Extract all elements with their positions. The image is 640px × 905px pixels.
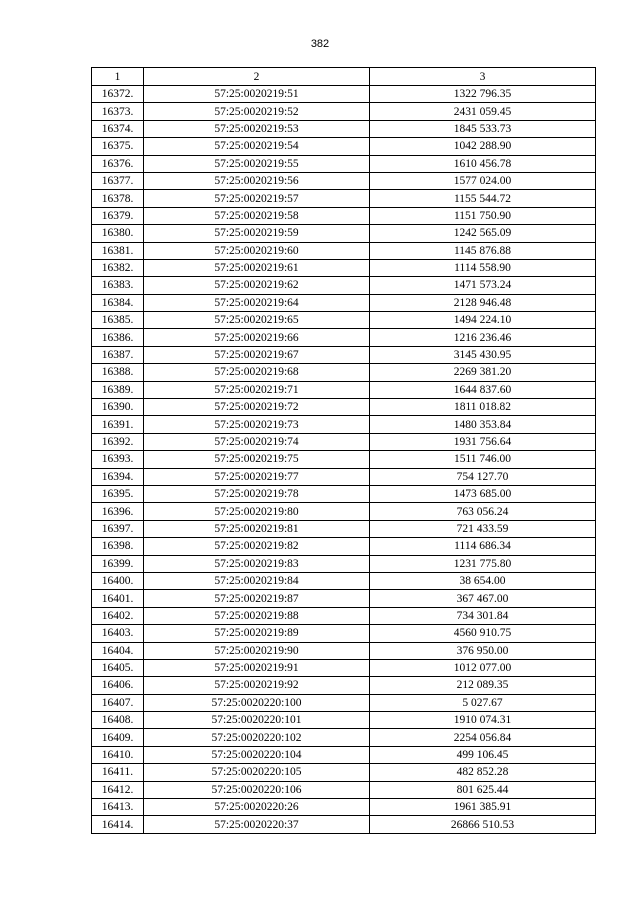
- cadastral-number-cell: 57:25:0020219:78: [144, 485, 370, 502]
- cadastral-number-cell: 57:25:0020219:67: [144, 346, 370, 363]
- cadastral-number-cell: 57:25:0020220:100: [144, 694, 370, 711]
- table-row: [92, 259, 596, 276]
- value-cell: 38 654.00: [370, 572, 596, 589]
- cadastral-number-cell: 57:25:0020219:72: [144, 399, 370, 416]
- cadastral-number-cell: 57:25:0020219:66: [144, 329, 370, 346]
- value-cell: 1231 775.80: [370, 555, 596, 572]
- table-row: [92, 799, 596, 816]
- row-number-cell: 16386.: [92, 329, 144, 346]
- value-cell: 734 301.84: [370, 607, 596, 624]
- value-cell: 1931 756.64: [370, 433, 596, 450]
- cadastral-number-cell: 57:25:0020220:105: [144, 764, 370, 781]
- table-row: [92, 346, 596, 363]
- value-cell: 763 056.24: [370, 503, 596, 520]
- row-number-cell: 16411.: [92, 764, 144, 781]
- cadastral-number-cell: 57:25:0020220:37: [144, 816, 370, 833]
- cadastral-number-cell: 57:25:0020219:89: [144, 625, 370, 642]
- table-row: [92, 225, 596, 242]
- cadastral-number-cell: 57:25:0020219:61: [144, 259, 370, 276]
- cadastral-number-cell: 57:25:0020219:55: [144, 155, 370, 172]
- value-cell: 1012 077.00: [370, 659, 596, 676]
- row-number-cell: 16409.: [92, 729, 144, 746]
- value-cell: 4560 910.75: [370, 625, 596, 642]
- cadastral-number-cell: 57:25:0020219:56: [144, 172, 370, 189]
- row-number-cell: 16405.: [92, 659, 144, 676]
- value-cell: 1042 288.90: [370, 138, 596, 155]
- value-cell: 499 106.45: [370, 746, 596, 763]
- cadastral-number-cell: 57:25:0020219:88: [144, 607, 370, 624]
- row-number-cell: 16391.: [92, 416, 144, 433]
- row-number-cell: 16401.: [92, 590, 144, 607]
- value-cell: 1242 565.09: [370, 225, 596, 242]
- table-row: [92, 138, 596, 155]
- value-cell: 1610 456.78: [370, 155, 596, 172]
- column-header-1: 1: [92, 68, 144, 86]
- row-number-cell: 16373.: [92, 103, 144, 120]
- table-row: [92, 485, 596, 502]
- cadastral-number-cell: 57:25:0020219:92: [144, 677, 370, 694]
- table-row: [92, 746, 596, 763]
- table-row: [92, 677, 596, 694]
- table-row: [92, 242, 596, 259]
- row-number-cell: 16393.: [92, 451, 144, 468]
- cadastral-number-cell: 57:25:0020219:52: [144, 103, 370, 120]
- cadastral-number-cell: 57:25:0020219:81: [144, 520, 370, 537]
- row-number-cell: 16396.: [92, 503, 144, 520]
- table-row: [92, 625, 596, 642]
- page-number: 382: [310, 38, 330, 50]
- table-row: [92, 364, 596, 381]
- row-number-cell: 16376.: [92, 155, 144, 172]
- table-row: [92, 781, 596, 798]
- cadastral-number-cell: 57:25:0020219:62: [144, 277, 370, 294]
- cadastral-number-cell: 57:25:0020219:83: [144, 555, 370, 572]
- value-cell: 212 089.35: [370, 677, 596, 694]
- column-header-3: 3: [370, 68, 596, 86]
- cadastral-number-cell: 57:25:0020219:77: [144, 468, 370, 485]
- value-cell: 1145 876.88: [370, 242, 596, 259]
- column-header-2: 2: [144, 68, 370, 86]
- row-number-cell: 16385.: [92, 312, 144, 329]
- table-row: [92, 416, 596, 433]
- cadastral-number-cell: 57:25:0020220:104: [144, 746, 370, 763]
- row-number-cell: 16408.: [92, 712, 144, 729]
- row-number-cell: 16398.: [92, 538, 144, 555]
- value-cell: 1577 024.00: [370, 172, 596, 189]
- table-row: [92, 642, 596, 659]
- row-number-cell: 16400.: [92, 572, 144, 589]
- row-number-cell: 16390.: [92, 399, 144, 416]
- cadastral-number-cell: 57:25:0020219:87: [144, 590, 370, 607]
- cadastral-number-cell: 57:25:0020220:101: [144, 712, 370, 729]
- value-cell: 1811 018.82: [370, 399, 596, 416]
- table-row: [92, 190, 596, 207]
- table-header-row: [92, 68, 596, 86]
- row-number-cell: 16406.: [92, 677, 144, 694]
- row-number-cell: 16387.: [92, 346, 144, 363]
- table-row: [92, 277, 596, 294]
- table-row: [92, 555, 596, 572]
- table-body: [92, 86, 596, 834]
- row-number-cell: 16372.: [92, 86, 144, 103]
- value-cell: 1511 746.00: [370, 451, 596, 468]
- value-cell: 1910 074.31: [370, 712, 596, 729]
- cadastral-number-cell: 57:25:0020219:60: [144, 242, 370, 259]
- value-cell: 1114 558.90: [370, 259, 596, 276]
- table-row: [92, 607, 596, 624]
- value-cell: 3145 430.95: [370, 346, 596, 363]
- value-cell: 801 625.44: [370, 781, 596, 798]
- cadastral-number-cell: 57:25:0020219:80: [144, 503, 370, 520]
- value-cell: 1114 686.34: [370, 538, 596, 555]
- cadastral-number-cell: 57:25:0020219:71: [144, 381, 370, 398]
- cadastral-number-cell: 57:25:0020220:26: [144, 799, 370, 816]
- cadastral-number-cell: 57:25:0020219:65: [144, 312, 370, 329]
- cadastral-number-cell: 57:25:0020219:75: [144, 451, 370, 468]
- value-cell: 1494 224.10: [370, 312, 596, 329]
- cadastral-number-cell: 57:25:0020219:90: [144, 642, 370, 659]
- row-number-cell: 16389.: [92, 381, 144, 398]
- value-cell: 1216 236.46: [370, 329, 596, 346]
- row-number-cell: 16404.: [92, 642, 144, 659]
- table-row: [92, 381, 596, 398]
- table-row: [92, 712, 596, 729]
- value-cell: 1322 796.35: [370, 86, 596, 103]
- row-number-cell: 16392.: [92, 433, 144, 450]
- table-row: [92, 103, 596, 120]
- table-row: [92, 399, 596, 416]
- row-number-cell: 16375.: [92, 138, 144, 155]
- row-number-cell: 16397.: [92, 520, 144, 537]
- row-number-cell: 16395.: [92, 485, 144, 502]
- row-number-cell: 16377.: [92, 172, 144, 189]
- value-cell: 1644 837.60: [370, 381, 596, 398]
- cadastral-number-cell: 57:25:0020219:54: [144, 138, 370, 155]
- value-cell: 376 950.00: [370, 642, 596, 659]
- table-row: [92, 468, 596, 485]
- table-row: [92, 520, 596, 537]
- value-cell: 2269 381.20: [370, 364, 596, 381]
- table-row: [92, 120, 596, 137]
- cadastral-number-cell: 57:25:0020220:102: [144, 729, 370, 746]
- row-number-cell: 16388.: [92, 364, 144, 381]
- row-number-cell: 16384.: [92, 294, 144, 311]
- table-row: [92, 503, 596, 520]
- cadastral-number-cell: 57:25:0020219:59: [144, 225, 370, 242]
- cadastral-value-table: [91, 67, 596, 834]
- row-number-cell: 16374.: [92, 120, 144, 137]
- value-cell: 2128 946.48: [370, 294, 596, 311]
- row-number-cell: 16407.: [92, 694, 144, 711]
- cadastral-number-cell: 57:25:0020219:68: [144, 364, 370, 381]
- table-row: [92, 294, 596, 311]
- table-row: [92, 694, 596, 711]
- table-row: [92, 538, 596, 555]
- cadastral-number-cell: 57:25:0020219:82: [144, 538, 370, 555]
- value-cell: 721 433.59: [370, 520, 596, 537]
- cadastral-number-cell: 57:25:0020219:57: [144, 190, 370, 207]
- table-row: [92, 659, 596, 676]
- cadastral-number-cell: 57:25:0020219:53: [144, 120, 370, 137]
- cadastral-number-cell: 57:25:0020219:73: [144, 416, 370, 433]
- value-cell: 482 852.28: [370, 764, 596, 781]
- value-cell: 1151 750.90: [370, 207, 596, 224]
- cadastral-number-cell: 57:25:0020219:91: [144, 659, 370, 676]
- value-cell: 367 467.00: [370, 590, 596, 607]
- cadastral-number-cell: 57:25:0020219:58: [144, 207, 370, 224]
- row-number-cell: 16381.: [92, 242, 144, 259]
- row-number-cell: 16378.: [92, 190, 144, 207]
- value-cell: 1473 685.00: [370, 485, 596, 502]
- row-number-cell: 16383.: [92, 277, 144, 294]
- value-cell: 2431 059.45: [370, 103, 596, 120]
- value-cell: 5 027.67: [370, 694, 596, 711]
- cadastral-number-cell: 57:25:0020220:106: [144, 781, 370, 798]
- value-cell: 1471 573.24: [370, 277, 596, 294]
- row-number-cell: 16403.: [92, 625, 144, 642]
- table-row: [92, 433, 596, 450]
- value-cell: 1961 385.91: [370, 799, 596, 816]
- value-cell: 2254 056.84: [370, 729, 596, 746]
- table-row: [92, 155, 596, 172]
- cadastral-number-cell: 57:25:0020219:51: [144, 86, 370, 103]
- row-number-cell: 16399.: [92, 555, 144, 572]
- cadastral-number-cell: 57:25:0020219:74: [144, 433, 370, 450]
- value-cell: 754 127.70: [370, 468, 596, 485]
- table-row: [92, 590, 596, 607]
- row-number-cell: 16414.: [92, 816, 144, 833]
- cadastral-number-cell: 57:25:0020219:84: [144, 572, 370, 589]
- table-row: [92, 451, 596, 468]
- table-row: [92, 86, 596, 103]
- table-row: [92, 207, 596, 224]
- table-row: [92, 729, 596, 746]
- table-row: [92, 329, 596, 346]
- row-number-cell: 16394.: [92, 468, 144, 485]
- row-number-cell: 16412.: [92, 781, 144, 798]
- row-number-cell: 16380.: [92, 225, 144, 242]
- value-cell: 1155 544.72: [370, 190, 596, 207]
- table-row: [92, 572, 596, 589]
- row-number-cell: 16413.: [92, 799, 144, 816]
- table-row: [92, 764, 596, 781]
- row-number-cell: 16382.: [92, 259, 144, 276]
- table-row: [92, 172, 596, 189]
- table-row: [92, 312, 596, 329]
- value-cell: 26866 510.53: [370, 816, 596, 833]
- value-cell: 1845 533.73: [370, 120, 596, 137]
- row-number-cell: 16402.: [92, 607, 144, 624]
- row-number-cell: 16410.: [92, 746, 144, 763]
- value-cell: 1480 353.84: [370, 416, 596, 433]
- table-row: [92, 816, 596, 833]
- row-number-cell: 16379.: [92, 207, 144, 224]
- cadastral-number-cell: 57:25:0020219:64: [144, 294, 370, 311]
